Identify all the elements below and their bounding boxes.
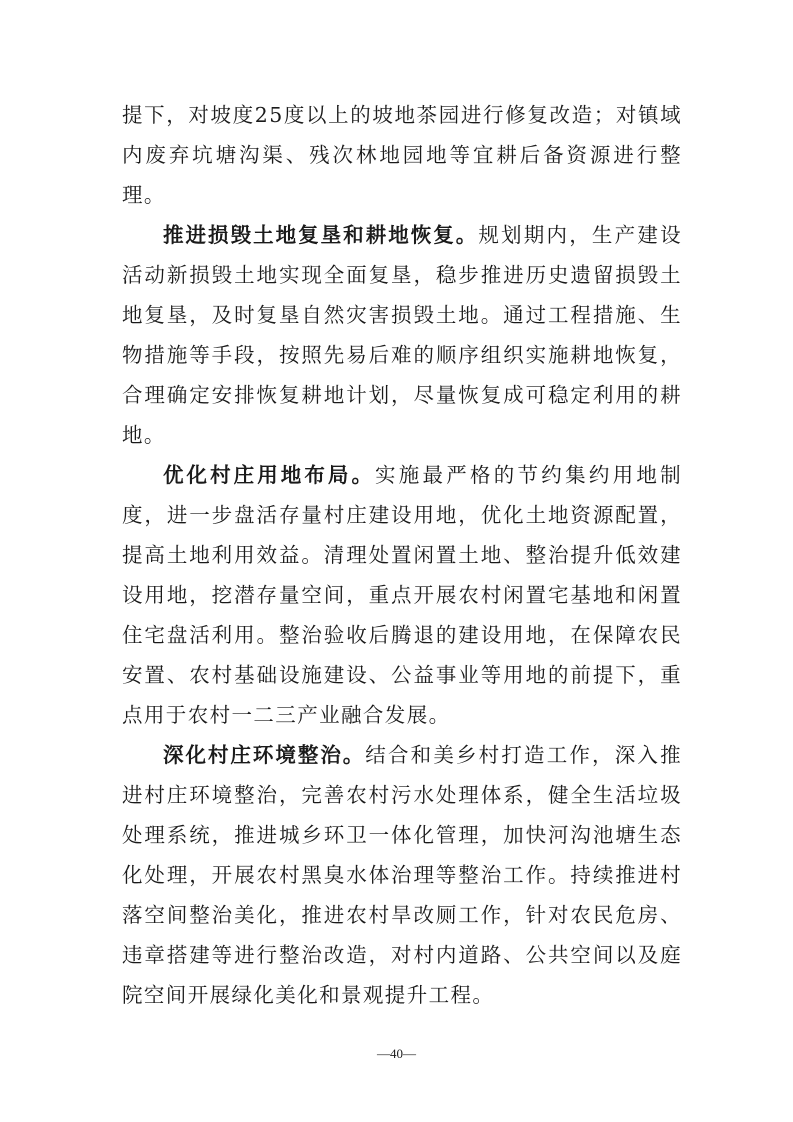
paragraph-heading: 推进损毁土地复垦和耕地恢复。	[163, 223, 479, 247]
paragraph-text: 实施最严格的节约集约用地制度，进一步盘活存量村庄建设用地，优化土地资源配置，提高土地利用效益。清理处置闲置土地、整治提升低效建设用地，挖潜存量空间，重点开展农村闲置宅基地和闲置住宅盘活利用。整治验收后腾退的建设用地，在保障农民安置、农村基础设施建设、公益事业等用地的前提下，重点用于农村一二三产业融合发展。	[122, 463, 682, 727]
paragraph-heading: 深化村庄环境整治。	[163, 743, 366, 767]
body-text	[122, 95, 682, 1015]
paragraph-village-environment	[122, 735, 682, 1015]
paragraph-village-layout	[122, 455, 682, 735]
paragraph-continuation	[122, 95, 682, 215]
paragraph-text: 结合和美乡村打造工作，深入推进村庄环境整治，完善农村污水处理体系，健全生活垃圾处理系统，推进城乡环卫一体化管理，加快河沟池塘生态化处理，开展农村黑臭水体治理等整治工作。持续推进村落空间整治美化，推进农村旱改厕工作，针对农民危房、违章搭建等进行整治改造，对村内道路、公共空间以及庭院空间开展绿化美化和景观提升工程。	[122, 743, 682, 1007]
page-number: —40—	[377, 1046, 416, 1061]
paragraph-text: 提下，对坡度25度以上的坡地茶园进行修复改造；对镇域内废弃坑塘沟渠、残次林地园地等宜耕后备资源进行整理。	[122, 103, 682, 207]
paragraph-heading: 优化村庄用地布局。	[163, 463, 376, 487]
paragraph-text: 规划期内，生产建设活动新损毁土地实现全面复垦，稳步推进历史遗留损毁土地复垦，及时复垦自然灾害损毁土地。通过工程措施、生物措施等手段，按照先易后难的顺序组织实施耕地恢复，合理确定安排恢复耕地计划，尽量恢复成可稳定利用的耕地。	[122, 223, 682, 447]
paragraph-land-reclamation	[122, 215, 682, 455]
